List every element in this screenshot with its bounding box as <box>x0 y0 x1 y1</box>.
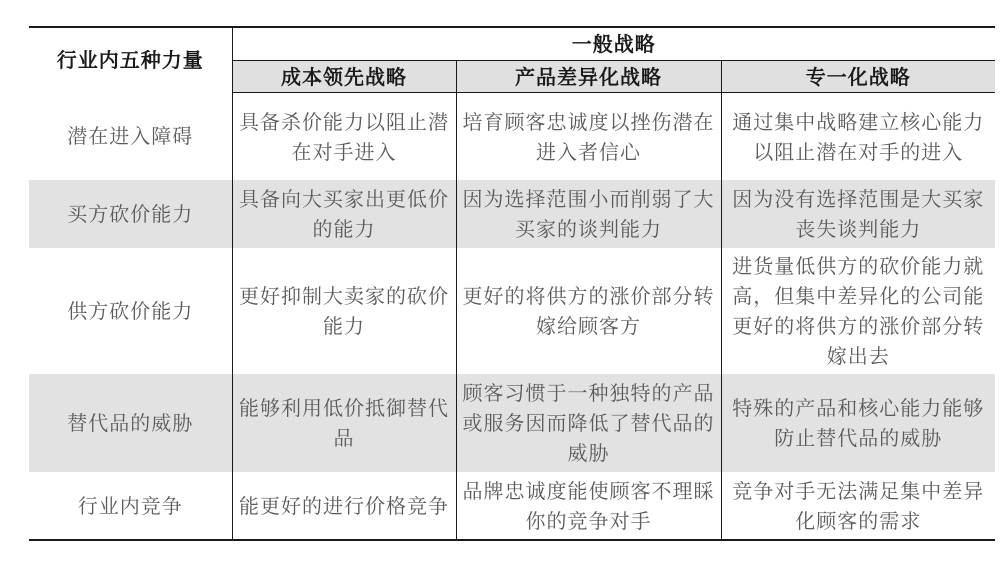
strategy-table-container <box>29 26 995 541</box>
table-cell: 更好抑制大卖家的砍价能力 <box>232 248 456 374</box>
column-header-cost-leadership: 成本领先战略 <box>232 61 456 93</box>
table-cell: 顾客习惯于一种独特的产品或服务因而降低了替代品的威胁 <box>456 374 721 472</box>
table-cell: 更好的将供方的涨价部分转嫁给顾客方 <box>456 248 721 374</box>
table-cell: 竞争对手无法满足集中差异化顾客的需求 <box>732 478 985 533</box>
force-cell: 行业内竞争 <box>29 472 232 540</box>
five-forces-strategy-table <box>29 26 995 541</box>
force-cell: 潜在进入障碍 <box>29 93 232 181</box>
table-cell: 通过集中战略建立核心能力以阻止潜在对手的进入 <box>732 109 985 164</box>
table-cell: 具备向大买家出更低价的能力 <box>232 180 456 248</box>
table-row <box>29 93 995 181</box>
table-row <box>29 472 995 540</box>
table-cell: 因为选择范围小而削弱了大买家的谈判能力 <box>456 180 721 248</box>
table-cell: 能够利用低价抵御替代品 <box>232 374 456 472</box>
force-cell: 买方砍价能力 <box>29 180 232 248</box>
column-header-differentiation: 产品差异化战略 <box>456 61 721 93</box>
table-cell: 特殊的产品和核心能力能够防止替代品的威胁 <box>721 374 995 472</box>
column-header-focus: 专一化战略 <box>721 61 995 93</box>
table-cell: 品牌忠诚度能使顾客不理睬你的竞争对手 <box>456 472 721 540</box>
table-row <box>29 180 995 248</box>
table-row <box>29 374 995 472</box>
force-cell: 替代品的威胁 <box>29 374 232 472</box>
force-cell: 供方砍价能力 <box>29 248 232 374</box>
table-row <box>29 248 995 374</box>
table-cell: 具备杀价能力以阻止潜在对手进入 <box>232 93 456 181</box>
group-header-cell: 一般战略 <box>232 27 995 61</box>
table-cell: 进货量低供方的砍价能力就高，但集中差异化的公司能更好的将供方的涨价部分转嫁出去 <box>732 254 985 368</box>
table-cell: 培育顾客忠诚度以挫伤潜在进入者信心 <box>456 93 721 181</box>
table-cell: 因为没有选择范围是大买家丧失谈判能力 <box>721 180 995 248</box>
table-cell: 能更好的进行价格竞争 <box>232 472 456 540</box>
row-header-cell: 行业内五种力量 <box>29 27 232 93</box>
